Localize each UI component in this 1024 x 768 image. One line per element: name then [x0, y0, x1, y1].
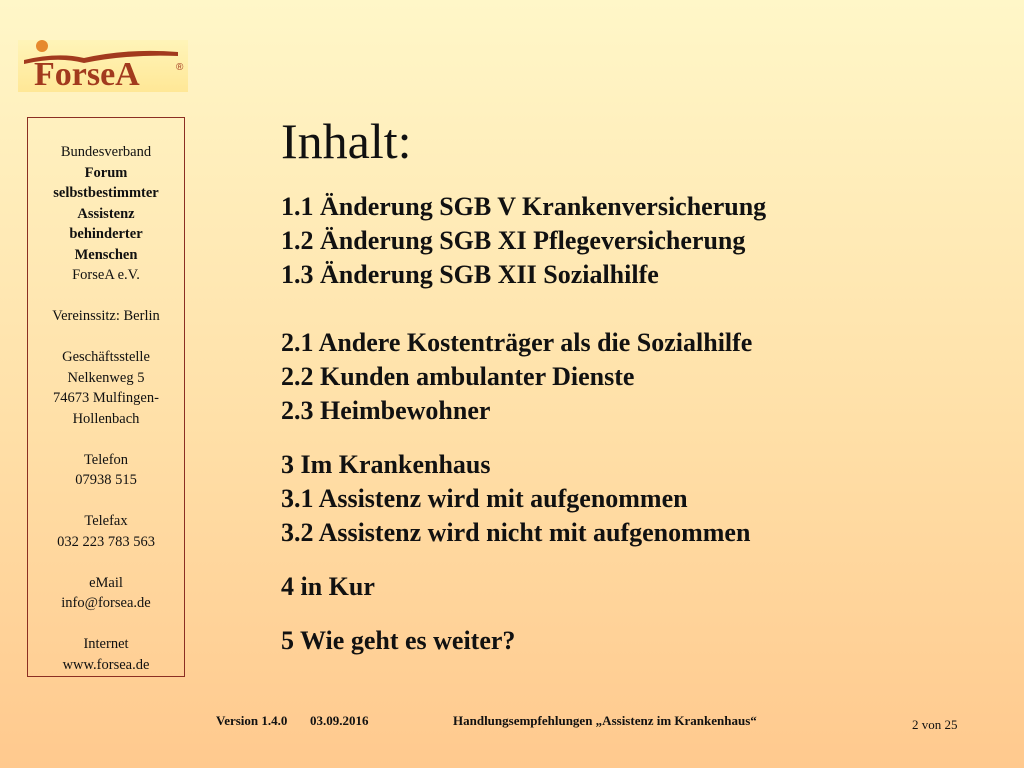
sidebar-line: selbstbestimmter — [53, 185, 159, 201]
footer-page-number: 2 von 25 — [912, 717, 958, 732]
sidebar-spacer — [28, 286, 184, 307]
toc-group — [281, 570, 766, 604]
toc-item: 1.3 Änderung SGB XII Sozialhilfe — [281, 260, 659, 289]
toc-group — [281, 624, 766, 658]
sidebar-line: Hollenbach — [72, 410, 140, 427]
registered-mark: ® — [176, 62, 184, 73]
toc-item: 1.1 Änderung SGB V Krankenversicherung — [281, 192, 767, 221]
sidebar-line: Internet — [83, 636, 129, 652]
logo-text: ForseA — [34, 56, 140, 93]
sidebar-line: Menschen — [74, 246, 138, 263]
sidebar-line: ForseA e.V. — [72, 267, 140, 283]
contact-sidebar — [27, 117, 185, 677]
sidebar-line: info@forsea.de — [61, 595, 151, 611]
sidebar-line: Forum — [84, 164, 128, 181]
footer-document-title: Handlungsempfehlungen „Assistenz im Krankenhaus“ — [453, 713, 757, 728]
sidebar-spacer — [28, 429, 184, 450]
sidebar-line: 07938 515 — [75, 472, 137, 488]
forsea-logo — [18, 38, 190, 94]
toc-group — [281, 448, 766, 550]
forsea-logo-graphic — [18, 38, 190, 94]
sidebar-line: www.forsea.de — [62, 656, 150, 673]
toc-item: 1.2 Änderung SGB XI Pflegeversicherung — [281, 226, 746, 255]
sidebar-line: 032 223 783 563 — [57, 533, 155, 550]
sidebar-spacer — [28, 614, 184, 635]
sidebar-spacer — [28, 552, 184, 573]
sidebar-line: behinderter — [69, 226, 143, 242]
footer-version: Version 1.4.0 — [216, 713, 288, 728]
toc-item: 2.2 Kunden ambulanter Dienste — [281, 362, 635, 391]
sidebar-line: Bundesverband — [60, 144, 152, 160]
toc-group — [281, 190, 766, 292]
sidebar-line: Nelkenweg 5 — [67, 369, 145, 386]
table-of-contents — [281, 190, 766, 658]
toc-group — [281, 326, 766, 428]
sidebar-spacer — [28, 327, 184, 348]
sidebar-spacer — [28, 491, 184, 512]
sidebar-line: eMail — [89, 574, 123, 591]
sidebar-line: Vereinssitz: Berlin — [52, 308, 160, 324]
toc-item: 2.3 Heimbewohner — [281, 396, 491, 425]
sidebar-line: Telefon — [83, 451, 129, 468]
sidebar-line: Geschäftsstelle — [62, 349, 150, 365]
sidebar-line: Telefax — [84, 513, 128, 529]
sidebar-line: 74673 Mulfingen- — [53, 390, 159, 406]
sidebar-line: Assistenz — [77, 205, 135, 222]
toc-item: 3 Im Krankenhaus — [281, 450, 491, 479]
toc-item: 5 Wie geht es weiter? — [281, 626, 516, 655]
toc-item: 2.1 Andere Kostenträger als die Sozialhilfe — [281, 328, 753, 357]
page-title: Inhalt: — [281, 113, 412, 169]
toc-item: 4 in Kur — [281, 572, 375, 601]
footer-date: 03.09.2016 — [310, 713, 369, 728]
toc-item: 3.1 Assistenz wird mit aufgenommen — [281, 484, 688, 513]
toc-item: 3.2 Assistenz wird nicht mit aufgenommen — [281, 518, 751, 547]
